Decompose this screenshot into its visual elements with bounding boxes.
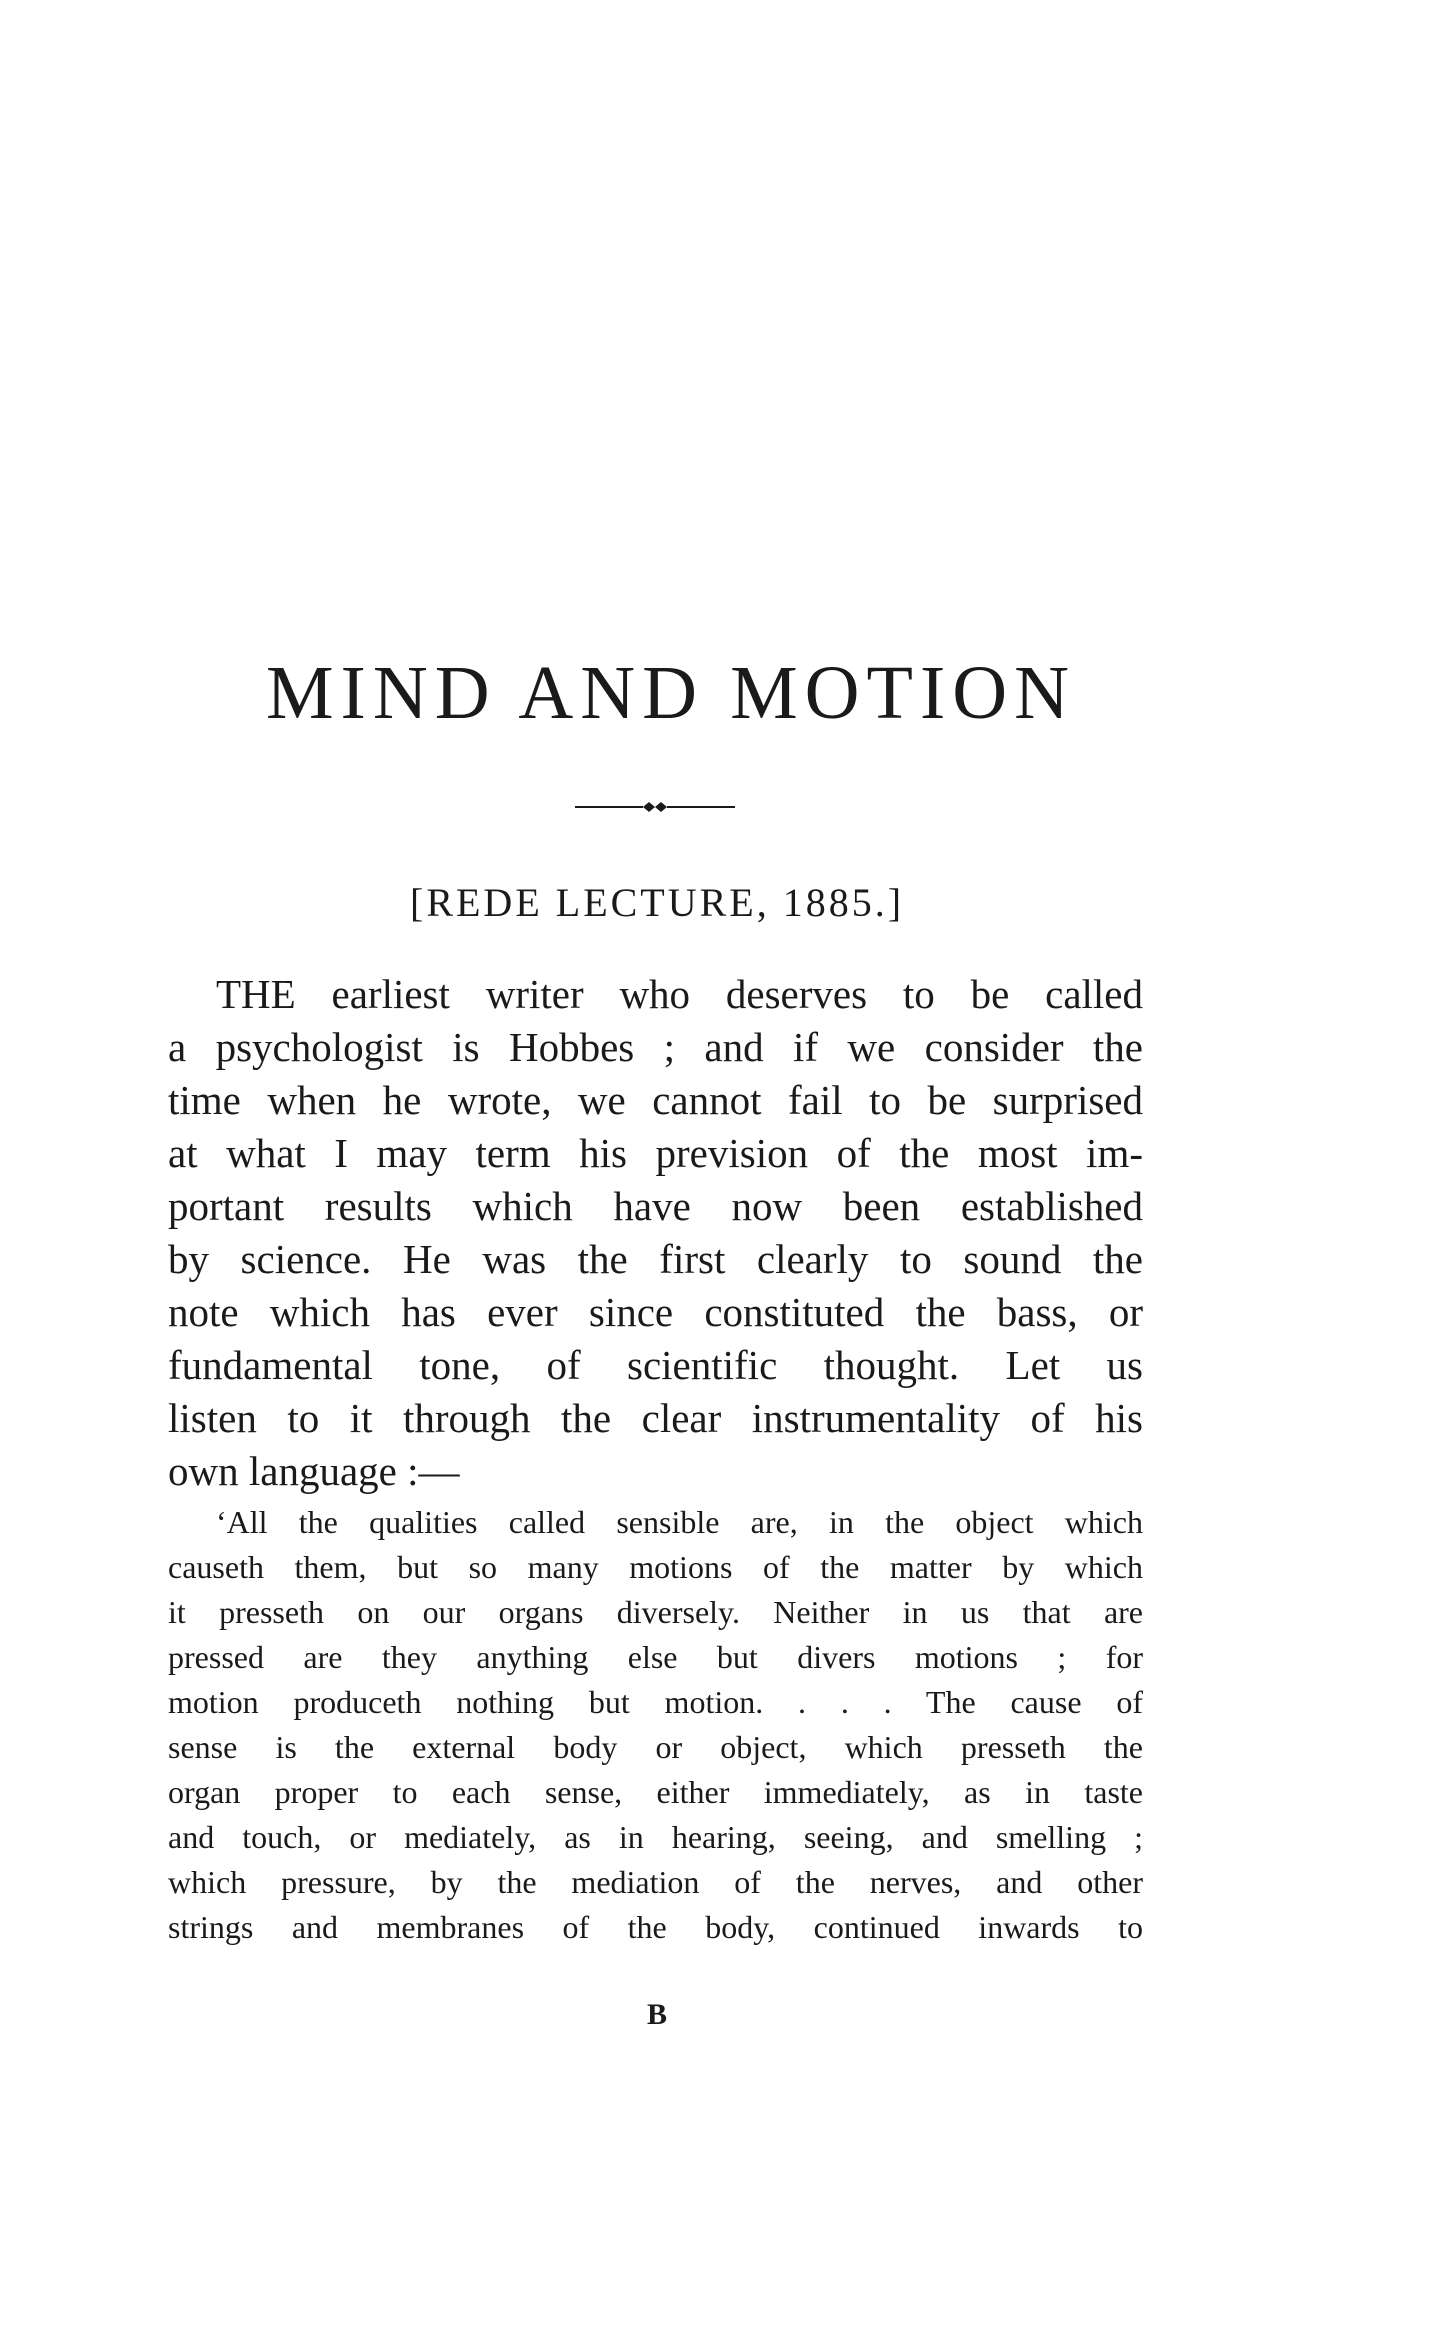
- paragraph-line: at what I may term his prevision of the most im-: [168, 1130, 1143, 1176]
- quote-line: it presseth on our organs diversely. Neither in us that are: [168, 1594, 1143, 1630]
- paragraph-line: time when he wrote, we cannot fail to be surprised: [168, 1077, 1143, 1123]
- quote-line: ‘All the qualities called sensible are, in the object which: [216, 1504, 1143, 1540]
- hobbes-quotation: [168, 1500, 1143, 1950]
- quote-line: causeth them, but so many motions of the matter by which: [168, 1549, 1143, 1585]
- chapter-title: MIND AND MOTION: [265, 651, 1077, 735]
- ornament-divider-icon: [575, 800, 735, 814]
- lecture-subtitle: [REDE LECTURE, 1885.]: [410, 880, 905, 925]
- quote-line: pressed are they anything else but divers motions ; for: [168, 1639, 1143, 1675]
- paragraph-line: by science. He was the first clearly to sound the: [168, 1236, 1143, 1282]
- paragraph-line: note which has ever since constituted the bass, or: [168, 1289, 1143, 1335]
- quote-line: organ proper to each sense, either immediately, as in taste: [168, 1774, 1143, 1810]
- quote-line: strings and membranes of the body, continued inwards to: [168, 1909, 1143, 1945]
- opening-paragraph: [168, 968, 1143, 1498]
- quote-line: and touch, or mediately, as in hearing, seeing, and smelling ;: [168, 1819, 1143, 1855]
- quote-line: which pressure, by the mediation of the nerves, and other: [168, 1864, 1143, 1900]
- paragraph-line: own language :—: [168, 1448, 460, 1494]
- paragraph-line: portant results which have now been established: [168, 1183, 1143, 1229]
- paragraph-line: a psychologist is Hobbes ; and if we consider the: [168, 1024, 1143, 1070]
- quote-line: sense is the external body or object, which presseth the: [168, 1729, 1143, 1765]
- paragraph-line: listen to it through the clear instrumentality of his: [168, 1395, 1143, 1441]
- paragraph-line: fundamental tone, of scientific thought. Let us: [168, 1342, 1143, 1388]
- quote-line: motion produceth nothing but motion. . . . The cause of: [168, 1684, 1143, 1720]
- paragraph-line: THE earliest writer who deserves to be called: [216, 971, 1143, 1017]
- signature-mark: B: [646, 1998, 667, 2031]
